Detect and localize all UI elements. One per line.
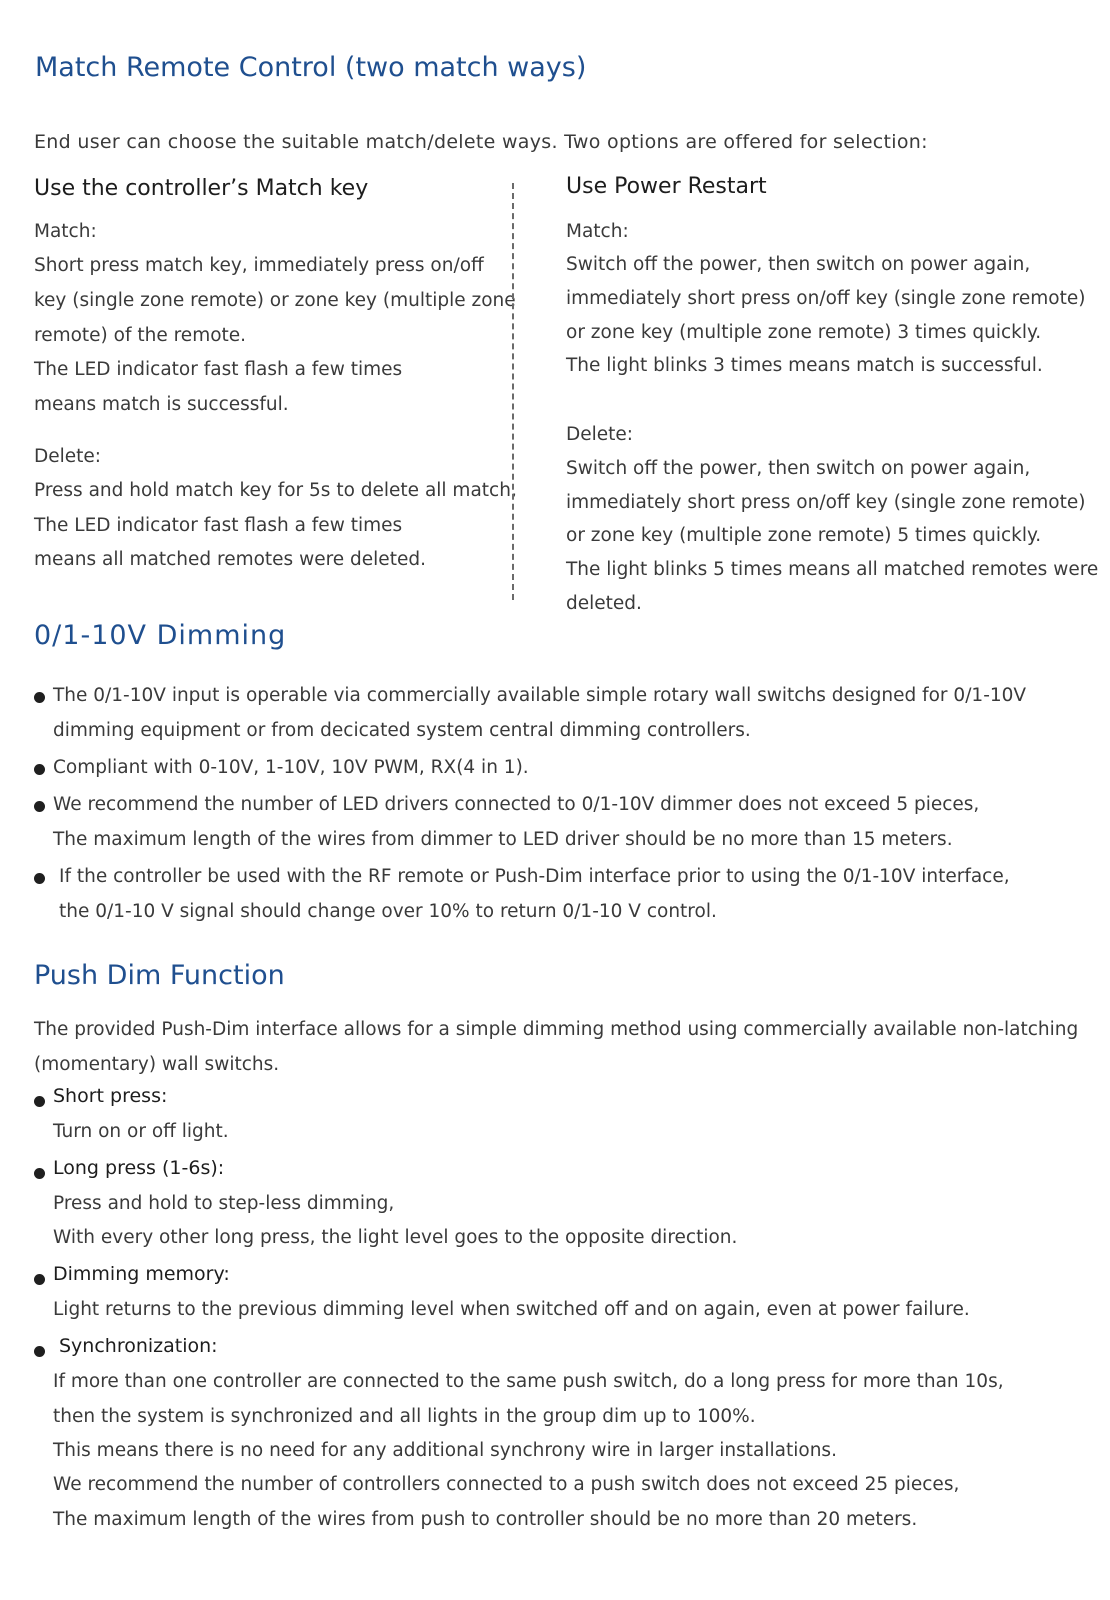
left-column-heading: Use the controller’s Match key	[34, 176, 369, 201]
push-section-title: Push Dim Function	[34, 960, 285, 991]
bullet-icon	[34, 764, 45, 775]
push-intro-line: (momentary) wall switchs.	[34, 1054, 280, 1075]
push-item-line: With every other long press, the light level goes to the opposite direction.	[53, 1227, 738, 1248]
bullet-icon	[34, 873, 45, 884]
push-item-line: Light returns to the previous dimming level when switched off and on again, even at power failure.	[53, 1299, 970, 1320]
push-item-line: If more than one controller are connected to the same push switch, do a long press for more than 10s,	[53, 1371, 1004, 1392]
bullet-icon	[34, 692, 45, 703]
right-delete-line: immediately short press on/off key (single zone remote)	[566, 492, 1086, 513]
dimming-bullet-line: We recommend the number of LED drivers connected to 0/1-10V dimmer does not exceed 5 pieces,	[53, 794, 980, 815]
match-intro: End user can choose the suitable match/delete ways. Two options are offered for selection:	[34, 131, 928, 153]
right-match-line: Switch off the power, then switch on power again,	[566, 254, 1031, 275]
dimming-bullet-line: the 0/1-10 V signal should change over 10% to return 0/1-10 V control.	[59, 901, 717, 922]
synchronization-label: Synchronization:	[59, 1335, 218, 1357]
push-item-line: Press and hold to step-less dimming,	[53, 1193, 395, 1214]
column-divider	[512, 183, 514, 600]
dimming-bullet-line: The maximum length of the wires from dimmer to LED driver should be no more than 15 meters.	[53, 829, 953, 850]
long-press-label: Long press (1-6s):	[53, 1157, 225, 1179]
left-match-line: means match is successful.	[34, 394, 289, 415]
dimming-bullet-line: The 0/1-10V input is operable via commercially available simple rotary wall switchs designed for 0/1-10V	[53, 685, 1027, 706]
short-press-label: Short press:	[53, 1085, 168, 1107]
dimming-section-title: 0/1-10V Dimming	[34, 620, 287, 651]
right-delete-label: Delete:	[566, 424, 634, 445]
right-match-line: immediately short press on/off key (single zone remote)	[566, 288, 1086, 309]
dimming-bullet-line: Compliant with 0-10V, 1-10V, 10V PWM, RX(4 in 1).	[53, 757, 529, 778]
push-item-line: We recommend the number of controllers connected to a push switch does not exceed 25 pieces,	[53, 1474, 960, 1495]
left-delete-line: The LED indicator fast flash a few times	[34, 515, 403, 536]
right-match-line: or zone key (multiple zone remote) 3 times quickly.	[566, 322, 1042, 343]
right-column-heading: Use Power Restart	[566, 174, 767, 199]
bullet-icon	[34, 1346, 45, 1357]
left-match-line: The LED indicator fast flash a few times	[34, 359, 403, 380]
push-item-line: This means there is no need for any additional synchrony wire in larger installations.	[53, 1440, 837, 1461]
push-item-line: Turn on or off light.	[53, 1121, 229, 1142]
left-delete-line: Press and hold match key for 5s to delete all match,	[34, 480, 517, 501]
right-delete-line: deleted.	[566, 593, 642, 614]
push-item-line: then the system is synchronized and all lights in the group dim up to 100%.	[53, 1406, 756, 1427]
right-delete-line: or zone key (multiple zone remote) 5 times quickly.	[566, 525, 1042, 546]
left-delete-line: means all matched remotes were deleted.	[34, 549, 426, 570]
left-match-line: remote) of the remote.	[34, 325, 247, 346]
bullet-icon	[34, 801, 45, 812]
push-item-line: The maximum length of the wires from push to controller should be no more than 20 meters.	[53, 1509, 918, 1530]
dimming-memory-label: Dimming memory:	[53, 1263, 230, 1285]
bullet-icon	[34, 1274, 45, 1285]
right-match-label: Match:	[566, 221, 629, 242]
bullet-icon	[34, 1096, 45, 1107]
dimming-bullet-line: If the controller be used with the RF remote or Push-Dim interface prior to using the 0/1-10V interface,	[59, 866, 1010, 887]
push-intro-line: The provided Push-Dim interface allows for a simple dimming method using commercially available non-latching	[34, 1019, 1079, 1040]
right-delete-line: Switch off the power, then switch on power again,	[566, 458, 1031, 479]
match-section-title: Match Remote Control (two match ways)	[35, 52, 587, 83]
right-match-line: The light blinks 3 times means match is successful.	[566, 355, 1043, 376]
left-match-line: Short press match key, immediately press on/off	[34, 255, 484, 276]
left-delete-label: Delete:	[34, 446, 102, 467]
bullet-icon	[34, 1168, 45, 1179]
dimming-bullet-line: dimming equipment or from decicated system central dimming controllers.	[53, 720, 751, 741]
left-match-line: key (single zone remote) or zone key (multiple zone	[34, 290, 516, 311]
right-delete-line: The light blinks 5 times means all matched remotes were	[566, 559, 1099, 580]
left-match-label: Match:	[34, 221, 97, 242]
